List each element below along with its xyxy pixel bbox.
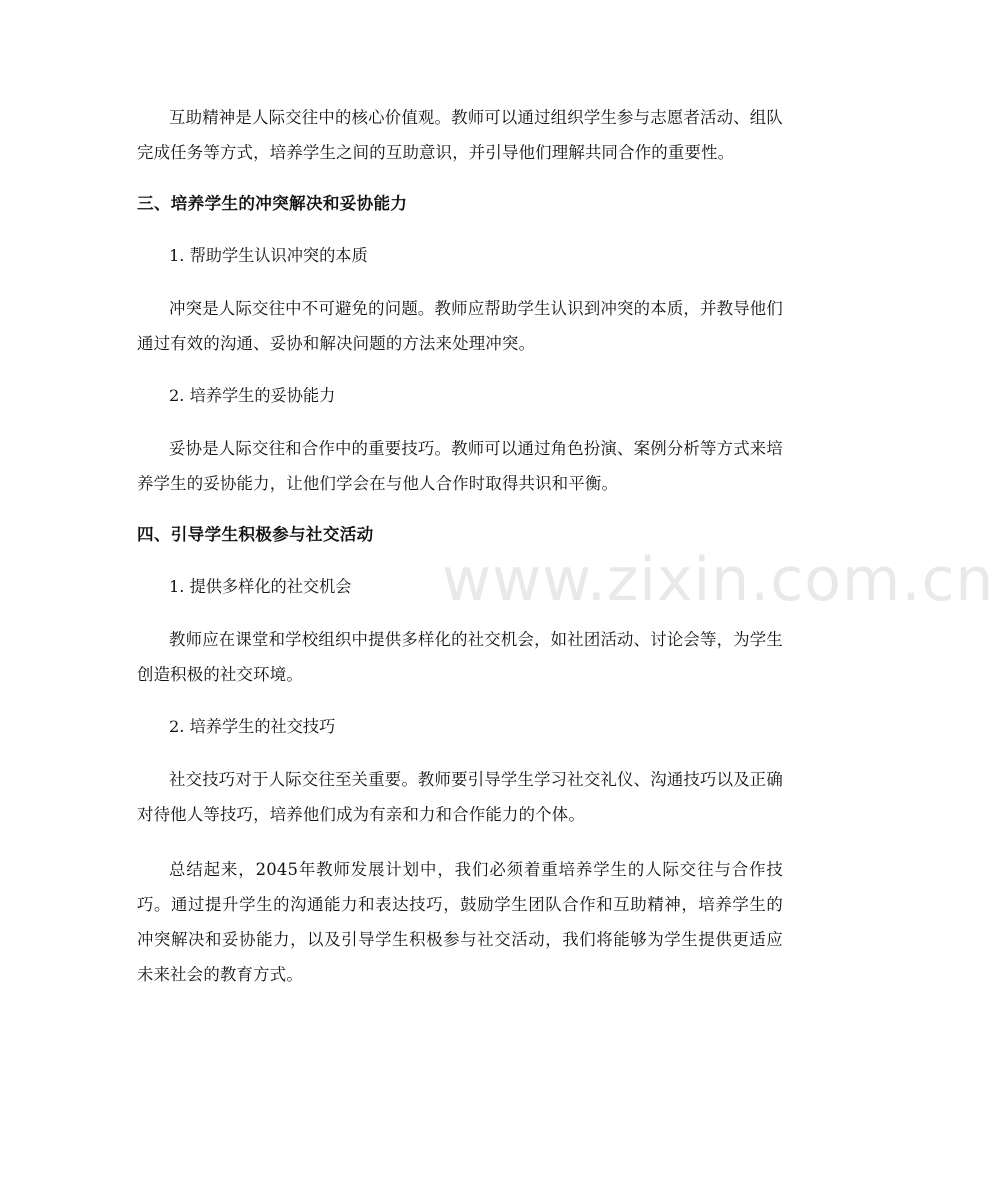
section-heading-4: 四、引导学生积极参与社交活动 <box>137 525 374 544</box>
paragraph-4-1: 教师应在课堂和学校组织中提供多样化的社交机会，如社团活动、讨论会等，为学生创造积极的社交环境。 <box>137 630 783 684</box>
paragraph-3-1: 冲突是人际交往中不可避免的问题。教师应帮助学生认识到冲突的本质，并教导他们通过有效的沟通、妥协和解决问题的方法来处理冲突。 <box>137 299 783 353</box>
document-body <box>137 100 783 992</box>
paragraph-mutual-help: 互助精神是人际交往中的核心价值观。教师可以通过组织学生参与志愿者活动、组队完成任务等方式，培养学生之间的互助意识，并引导他们理解共同合作的重要性。 <box>137 108 783 162</box>
watermark-text: www.zixin.com.cn <box>442 545 994 615</box>
subheading-4-1: 1. 提供多样化的社交机会 <box>169 577 352 596</box>
section-heading-3: 三、培养学生的冲突解决和妥协能力 <box>137 194 408 213</box>
subheading-3-2: 2. 培养学生的妥协能力 <box>169 386 336 405</box>
subheading-4-2: 2. 培养学生的社交技巧 <box>169 717 336 736</box>
paragraph-summary: 总结起来，2045年教师发展计划中，我们必须着重培养学生的人际交往与合作技巧。通过提升学生的沟通能力和表达技巧，鼓励学生团队合作和互助精神，培养学生的冲突解决和妥协能力，以及引导学生积极参与社交活动，我们将能够为学生提供更适应未来社会的教育方式。 <box>137 860 783 984</box>
paragraph-4-2: 社交技巧对于人际交往至关重要。教师要引导学生学习社交礼仪、沟通技巧以及正确对待他人等技巧，培养他们成为有亲和力和合作能力的个体。 <box>137 770 783 824</box>
subheading-3-1: 1. 帮助学生认识冲突的本质 <box>169 246 368 265</box>
paragraph-3-2: 妥协是人际交往和合作中的重要技巧。教师可以通过角色扮演、案例分析等方式来培养学生的妥协能力，让他们学会在与他人合作时取得共识和平衡。 <box>137 439 783 493</box>
